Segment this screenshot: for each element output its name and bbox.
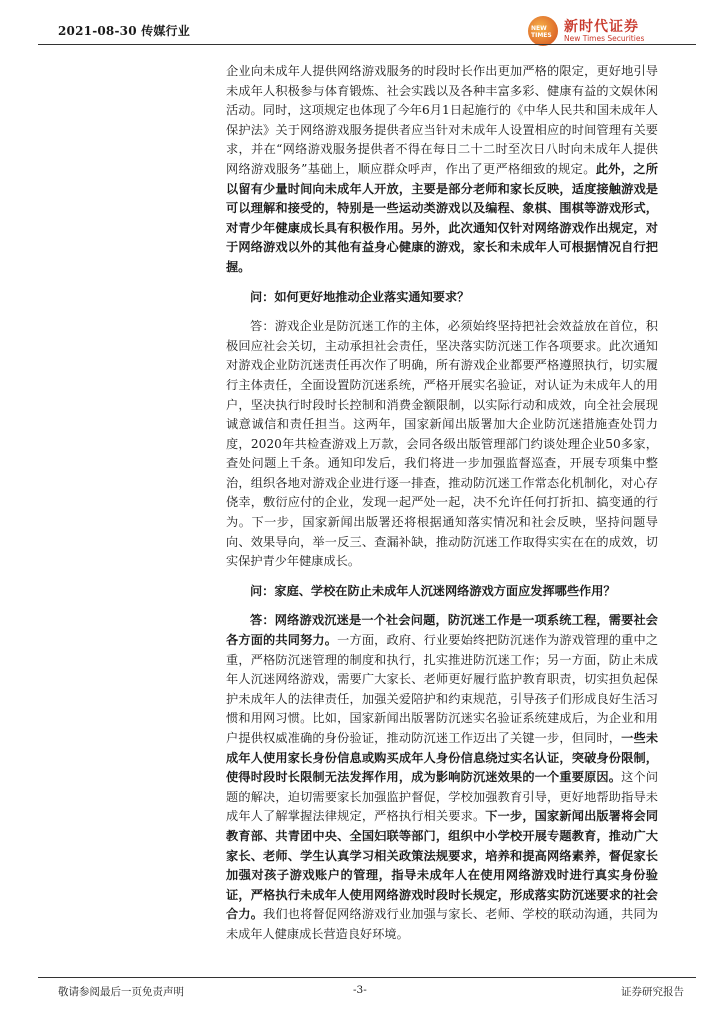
question-2: 问：家庭、学校在防止未成年人沉迷网络游戏方面应发挥哪些作用？ xyxy=(250,583,616,598)
page-header xyxy=(58,16,686,42)
question-1: 问：如何更好地推动企业落实通知要求？ xyxy=(250,289,470,304)
logo-name-en: New Times Securities xyxy=(564,34,645,43)
report-type: 证券研究报告 xyxy=(621,986,684,998)
disclaimer-note: 敬请参阅最后一页免责声明 xyxy=(58,986,184,998)
header-date-sector: 2021-08-30 传媒行业 xyxy=(58,24,190,38)
answer-1: 答：游戏企业是防沉迷工作的主体，必须始终坚持把社会效益放在首位，积极回应社会关切，主动承担社会责任，坚决落实防沉迷工作各项要求。此次通知对游戏企业防沉迷责任再次作了明确，所有游戏企业都要严格遵照执行，切实履行主体责任，全面设置防沉迷系统，严格开展实名验证，对认证为未成年人的用户，坚决执行时段时长控制和消费金额限制，以实际行动和成效，向全社会展现诚意诚信和责任担当。这两年，国家新闻出版署加大企业防沉迷措施查处罚力度，2020年共检查游戏上万款，会同各级出版管理部门约谈处理企业50多家，查处问题上千条。通知印发后，我们将进一步加强监督巡查，开展专项集中整治，组织各地对游戏企业进行逐一排查，推动防沉迷工作常态化机制化，对心存侥幸，敷衍应付的企业，发现一起严处一起，决不允许任何打折扣、搞变通的行为。下一步，国家新闻出版署还将根据通知落实情况和社会反映，坚持问题导向、效果导向，举一反三、查漏补缺，推动防沉迷工作取得实实在在的成效，切实保护青少年健康成长。 xyxy=(226,319,658,569)
logo-emblem-icon: NEW TIMES xyxy=(528,16,558,46)
brand-logo xyxy=(528,16,678,46)
header-divider xyxy=(38,44,696,45)
footer-divider xyxy=(38,977,696,978)
page-footer xyxy=(58,984,684,1000)
logo-name-cn: 新时代证券 xyxy=(564,19,639,35)
document-body xyxy=(226,62,658,945)
paragraph-1: 企业向未成年人提供网络游戏服务的时段时长作出更加严格的限定，更好地引导未成年人积极参与体育锻炼、社会实践以及各种丰富多彩、健康有益的文娱休闲活动。同时，这项规定也体现了今年6月1日起施行的《中华人民共和国未成年人保护法》关于网络游戏服务提供者应当针对未成年人设置相应的时间管理有关要求，并在“网络游戏服务提供者不得在每日二十二时至次日八时向未成年人提供网络游戏服务”基础上，顺应群众呼声，作出了更严格细致的规定。此外，之所以留有少量时间向未成年人开放，主要是部分老师和家长反映，适度接触游戏是可以理解和接受的，特别是一些运动类游戏以及编程、象棋、围棋等游戏形式，对青少年健康成长具有积极作用。另外，此次通知仅针对网络游戏作出规定，对于网络游戏以外的其他有益身心健康的游戏，家长和未成年人可根据情况自行把握。 xyxy=(226,64,658,274)
page-number: -3- xyxy=(353,984,367,996)
answer-2: 答：网络游戏沉迷是一个社会问题，防沉迷工作是一项系统工程，需要社会各方面的共同努力。一方面，政府、行业要始终把防沉迷作为游戏管理的重中之重，严格防沉迷管理的制度和执行，扎实推进防沉迷工作；另一方面，防止未成年人沉迷网络游戏，需要广大家长、老师更好履行监护教育职责，切实担负起保护未成年人的法律责任，加强关爱陪护和约束规范，引导孩子们形成良好生活习惯和用网习惯。比如，国家新闻出版署防沉迷实名验证系统建成后，为企业和用户提供权威准确的身份验证，推动防沉迷工作迈出了关键一步，但同时，一些未成年人使用家长身份信息或购买成年人身份信息绕过实名认证，突破身份限制，使得时段时长限制无法发挥作用，成为影响防沉迷效果的一个重要原因。这个问题的解决，迫切需要家长加强监护督促，学校加强教育引导，更好地帮助指导未成年人了解掌握法律规定，严格执行相关要求。下一步，国家新闻出版署将会同教育部、共青团中央、全国妇联等部门，组织中小学校开展专题教育，推动广大家长、老师、学生认真学习相关政策法规要求，培养和提高网络素养，督促家长加强对孩子游戏账户的管理，指导未成年人在使用网络游戏时进行真实身份验证，严格执行未成年人使用网络游戏时段时长规定，形成落实防沉迷要求的社会合力。我们也将督促网络游戏行业加强与家长、老师、学校的联动沟通，共同为未成年人健康成长营造良好环境。 xyxy=(226,613,659,941)
